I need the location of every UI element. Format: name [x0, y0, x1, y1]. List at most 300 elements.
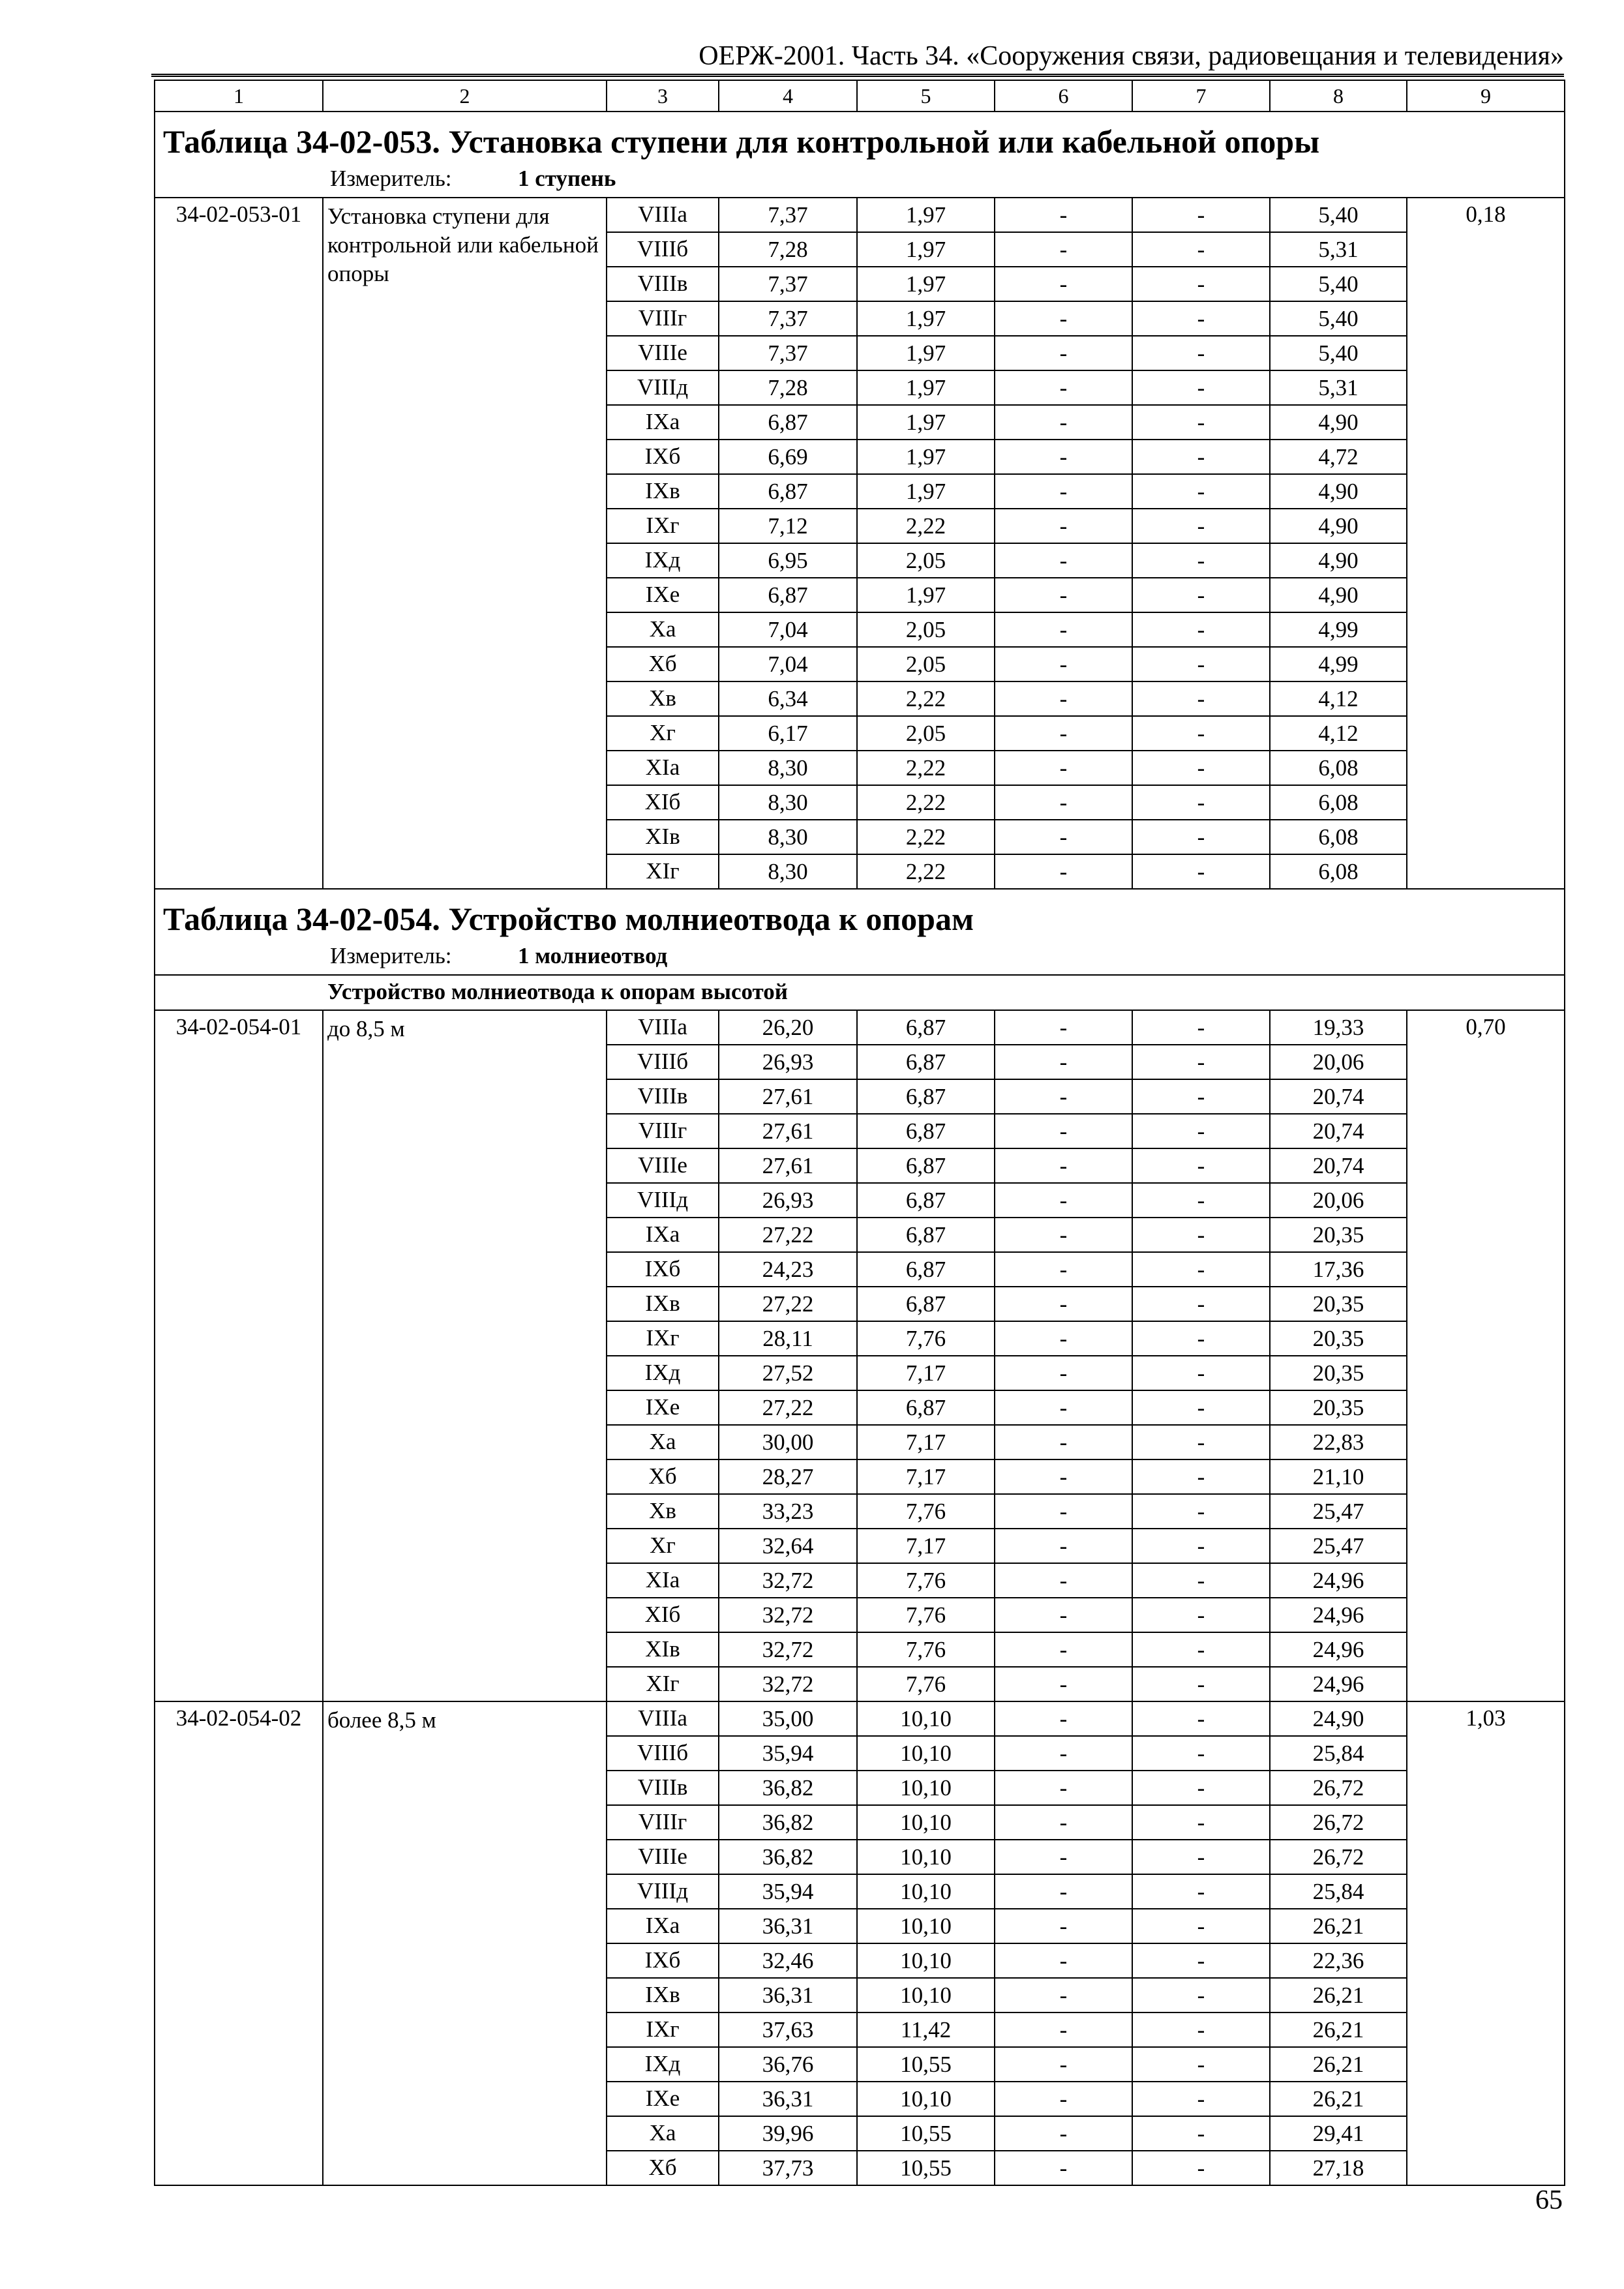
cell-col6: -	[995, 1321, 1132, 1356]
cell-col6: -	[995, 578, 1132, 612]
cell-col8: 24,96	[1270, 1563, 1407, 1598]
territorial-group: Xа	[607, 1425, 719, 1459]
rate-code: 34-02-053-01	[155, 198, 323, 889]
cell-col4: 7,37	[719, 267, 857, 301]
cell-col7: -	[1132, 854, 1270, 889]
cell-col8: 26,72	[1270, 1840, 1407, 1874]
cell-col4: 7,37	[719, 198, 857, 232]
cell-col6: -	[995, 198, 1132, 232]
subheading: Устройство молниеотвода к опорам высотой	[327, 979, 788, 1004]
cell-col6: -	[995, 2116, 1132, 2151]
cell-col6: -	[995, 1459, 1132, 1494]
territorial-group: VIIIд	[607, 1874, 719, 1909]
cell-col7: -	[1132, 1598, 1270, 1632]
cell-col4: 6,17	[719, 716, 857, 751]
cell-col5: 2,22	[857, 785, 995, 820]
cell-col8: 4,90	[1270, 474, 1407, 509]
cell-col7: -	[1132, 1943, 1270, 1978]
cell-col4: 7,37	[719, 336, 857, 370]
meter-row	[155, 162, 1565, 198]
cell-col6: -	[995, 1356, 1132, 1390]
cell-col5: 10,10	[857, 1943, 995, 1978]
cell-col5: 7,76	[857, 1667, 995, 1701]
cell-col8: 6,08	[1270, 751, 1407, 785]
column-numbers-row	[155, 80, 1565, 112]
cell-col4: 6,87	[719, 474, 857, 509]
cell-col8: 5,40	[1270, 267, 1407, 301]
territorial-group: VIIIе	[607, 336, 719, 370]
cell-col6: -	[995, 1494, 1132, 1529]
cell-col7: -	[1132, 1909, 1270, 1943]
cell-col8: 5,40	[1270, 198, 1407, 232]
column-number: 3	[607, 80, 719, 112]
cell-col5: 6,87	[857, 1079, 995, 1114]
cell-col6: -	[995, 1874, 1132, 1909]
territorial-group: IXб	[607, 440, 719, 474]
territorial-group: IXб	[607, 1943, 719, 1978]
territorial-group: VIIIа	[607, 1701, 719, 1736]
cell-col4: 35,94	[719, 1874, 857, 1909]
cell-col4: 36,82	[719, 1805, 857, 1840]
cell-col6: -	[995, 1840, 1132, 1874]
cell-col4: 26,20	[719, 1010, 857, 1045]
cell-col5: 2,22	[857, 820, 995, 854]
cell-col5: 11,42	[857, 2012, 995, 2047]
table-row	[155, 1010, 1565, 1045]
territorial-group: IXв	[607, 1287, 719, 1321]
rate-description: Установка ступени для контрольной или кабельной опоры	[323, 198, 607, 889]
cell-col7: -	[1132, 1840, 1270, 1874]
cell-col7: -	[1132, 1114, 1270, 1148]
territorial-group: IXд	[607, 543, 719, 578]
cell-col4: 27,22	[719, 1287, 857, 1321]
cell-col7: -	[1132, 1494, 1270, 1529]
cell-col4: 27,61	[719, 1114, 857, 1148]
table-title: Таблица 34-02-053. Установка ступени для контрольной или кабельной опоры	[163, 123, 1320, 160]
cell-col9: 0,18	[1407, 198, 1565, 889]
cell-col8: 5,31	[1270, 370, 1407, 405]
cell-col4: 6,87	[719, 405, 857, 440]
table-title-row	[155, 889, 1565, 939]
cell-col8: 26,72	[1270, 1771, 1407, 1805]
cell-col8: 25,84	[1270, 1874, 1407, 1909]
column-number: 8	[1270, 80, 1407, 112]
cell-col7: -	[1132, 1529, 1270, 1563]
cell-col5: 10,10	[857, 1840, 995, 1874]
cell-col6: -	[995, 543, 1132, 578]
cell-col6: -	[995, 1183, 1132, 1218]
cell-col5: 10,10	[857, 2082, 995, 2116]
cell-col4: 37,63	[719, 2012, 857, 2047]
cell-col8: 25,47	[1270, 1529, 1407, 1563]
cell-col7: -	[1132, 1667, 1270, 1701]
cell-col4: 8,30	[719, 854, 857, 889]
cell-col4: 7,28	[719, 370, 857, 405]
territorial-group: VIIIв	[607, 1079, 719, 1114]
header-rule	[151, 74, 1564, 77]
territorial-group: IXг	[607, 1321, 719, 1356]
cell-col8: 5,40	[1270, 336, 1407, 370]
cell-col8: 20,74	[1270, 1114, 1407, 1148]
cell-col6: -	[995, 1148, 1132, 1183]
cell-col7: -	[1132, 267, 1270, 301]
cell-col5: 1,97	[857, 232, 995, 267]
cell-col8: 25,84	[1270, 1736, 1407, 1771]
cell-col8: 20,35	[1270, 1356, 1407, 1390]
cell-col4: 7,12	[719, 509, 857, 543]
cell-col7: -	[1132, 1563, 1270, 1598]
column-number: 9	[1407, 80, 1565, 112]
territorial-group: Xг	[607, 716, 719, 751]
cell-col7: -	[1132, 716, 1270, 751]
rate-description: до 8,5 м	[323, 1010, 607, 1701]
cell-col4: 26,93	[719, 1183, 857, 1218]
territorial-group: XIа	[607, 1563, 719, 1598]
cell-col7: -	[1132, 785, 1270, 820]
cell-col6: -	[995, 1598, 1132, 1632]
cell-col8: 20,74	[1270, 1079, 1407, 1114]
cell-col5: 2,22	[857, 751, 995, 785]
cell-col5: 10,10	[857, 1978, 995, 2012]
page-number: 65	[1535, 2185, 1563, 2215]
territorial-group: VIIIг	[607, 1805, 719, 1840]
cell-col7: -	[1132, 198, 1270, 232]
territorial-group: IXд	[607, 2047, 719, 2082]
cell-col6: -	[995, 440, 1132, 474]
cell-col4: 27,22	[719, 1218, 857, 1252]
cell-col5: 1,97	[857, 267, 995, 301]
territorial-group: XIв	[607, 1632, 719, 1667]
territorial-group: VIIIб	[607, 1045, 719, 1079]
cell-col5: 7,76	[857, 1494, 995, 1529]
cell-col5: 10,10	[857, 1701, 995, 1736]
cell-col4: 32,72	[719, 1598, 857, 1632]
cell-col8: 24,90	[1270, 1701, 1407, 1736]
cell-col8: 6,08	[1270, 854, 1407, 889]
cell-col6: -	[995, 370, 1132, 405]
rate-code: 34-02-054-01	[155, 1010, 323, 1701]
territorial-group: XIб	[607, 785, 719, 820]
cell-col8: 17,36	[1270, 1252, 1407, 1287]
cell-col5: 10,10	[857, 1805, 995, 1840]
cell-col6: -	[995, 751, 1132, 785]
cell-col8: 26,21	[1270, 2082, 1407, 2116]
cell-col5: 7,76	[857, 1598, 995, 1632]
cell-col8: 6,08	[1270, 820, 1407, 854]
cell-col8: 22,36	[1270, 1943, 1407, 1978]
cell-col4: 7,37	[719, 301, 857, 336]
cell-col7: -	[1132, 474, 1270, 509]
cell-col7: -	[1132, 1874, 1270, 1909]
running-header: ОЕРЖ-2001. Часть 34. «Сооружения связи, радиовещания и телевидения»	[699, 41, 1564, 71]
cell-col5: 7,17	[857, 1529, 995, 1563]
cell-col4: 36,82	[719, 1771, 857, 1805]
cell-col8: 4,99	[1270, 647, 1407, 681]
cell-col7: -	[1132, 509, 1270, 543]
territorial-group: VIIIе	[607, 1840, 719, 1874]
cell-col5: 1,97	[857, 405, 995, 440]
territorial-group: IXе	[607, 2082, 719, 2116]
cell-col8: 19,33	[1270, 1010, 1407, 1045]
cell-col8: 26,72	[1270, 1805, 1407, 1840]
column-number: 1	[155, 80, 323, 112]
cell-col4: 28,11	[719, 1321, 857, 1356]
cell-col8: 20,35	[1270, 1390, 1407, 1425]
cell-col7: -	[1132, 336, 1270, 370]
rates-table	[154, 80, 1565, 2186]
cell-col7: -	[1132, 1183, 1270, 1218]
cell-col5: 7,76	[857, 1321, 995, 1356]
cell-col4: 35,94	[719, 1736, 857, 1771]
table-row	[155, 198, 1565, 232]
cell-col5: 2,05	[857, 647, 995, 681]
subheading-row	[155, 975, 1565, 1010]
cell-col4: 32,64	[719, 1529, 857, 1563]
cell-col7: -	[1132, 1356, 1270, 1390]
cell-col5: 2,22	[857, 509, 995, 543]
cell-col5: 1,97	[857, 198, 995, 232]
cell-col5: 7,76	[857, 1632, 995, 1667]
cell-col5: 6,87	[857, 1045, 995, 1079]
cell-col8: 6,08	[1270, 785, 1407, 820]
cell-col5: 2,22	[857, 681, 995, 716]
cell-col6: -	[995, 1114, 1132, 1148]
territorial-group: VIIIа	[607, 198, 719, 232]
cell-col4: 32,46	[719, 1943, 857, 1978]
cell-col6: -	[995, 1736, 1132, 1771]
cell-col7: -	[1132, 612, 1270, 647]
cell-col4: 37,73	[719, 2151, 857, 2185]
territorial-group: VIIIг	[607, 301, 719, 336]
cell-col7: -	[1132, 1425, 1270, 1459]
cell-col4: 6,87	[719, 578, 857, 612]
cell-col8: 4,99	[1270, 612, 1407, 647]
cell-col5: 6,87	[857, 1183, 995, 1218]
cell-col4: 6,95	[719, 543, 857, 578]
cell-col5: 6,87	[857, 1148, 995, 1183]
territorial-group: IXе	[607, 1390, 719, 1425]
cell-col8: 26,21	[1270, 1909, 1407, 1943]
column-number: 7	[1132, 80, 1270, 112]
cell-col5: 1,97	[857, 440, 995, 474]
rate-description: более 8,5 м	[323, 1701, 607, 2185]
cell-col6: -	[995, 474, 1132, 509]
cell-col7: -	[1132, 1045, 1270, 1079]
cell-col5: 1,97	[857, 578, 995, 612]
cell-col6: -	[995, 1909, 1132, 1943]
cell-col5: 6,87	[857, 1390, 995, 1425]
cell-col8: 20,74	[1270, 1148, 1407, 1183]
cell-col4: 33,23	[719, 1494, 857, 1529]
cell-col4: 6,34	[719, 681, 857, 716]
cell-col6: -	[995, 301, 1132, 336]
territorial-group: Xв	[607, 681, 719, 716]
territorial-group: Xб	[607, 1459, 719, 1494]
cell-col8: 22,83	[1270, 1425, 1407, 1459]
territorial-group: VIIIб	[607, 232, 719, 267]
cell-col7: -	[1132, 681, 1270, 716]
territorial-group: VIIIд	[607, 370, 719, 405]
cell-col4: 7,04	[719, 647, 857, 681]
cell-col8: 29,41	[1270, 2116, 1407, 2151]
cell-col5: 2,05	[857, 716, 995, 751]
cell-col4: 26,93	[719, 1045, 857, 1079]
territorial-group: IXе	[607, 578, 719, 612]
territorial-group: IXа	[607, 1909, 719, 1943]
cell-col4: 30,00	[719, 1425, 857, 1459]
cell-col5: 6,87	[857, 1252, 995, 1287]
territorial-group: Xа	[607, 2116, 719, 2151]
territorial-group: VIIIг	[607, 1114, 719, 1148]
cell-col7: -	[1132, 1978, 1270, 2012]
cell-col7: -	[1132, 1010, 1270, 1045]
meter-label: Измеритель:	[330, 166, 452, 191]
cell-col4: 39,96	[719, 2116, 857, 2151]
cell-col6: -	[995, 1010, 1132, 1045]
territorial-group: Xб	[607, 647, 719, 681]
cell-col7: -	[1132, 751, 1270, 785]
cell-col7: -	[1132, 1632, 1270, 1667]
cell-col6: -	[995, 785, 1132, 820]
cell-col8: 26,21	[1270, 2047, 1407, 2082]
cell-col4: 7,04	[719, 612, 857, 647]
cell-col6: -	[995, 1563, 1132, 1598]
cell-col6: -	[995, 647, 1132, 681]
cell-col7: -	[1132, 1252, 1270, 1287]
cell-col7: -	[1132, 2116, 1270, 2151]
cell-col8: 20,35	[1270, 1218, 1407, 1252]
cell-col8: 4,90	[1270, 405, 1407, 440]
column-number: 5	[857, 80, 995, 112]
cell-col7: -	[1132, 2151, 1270, 2185]
cell-col6: -	[995, 267, 1132, 301]
cell-col7: -	[1132, 1701, 1270, 1736]
territorial-group: VIIIе	[607, 1148, 719, 1183]
territorial-group: Xа	[607, 612, 719, 647]
cell-col6: -	[995, 1701, 1132, 1736]
cell-col4: 8,30	[719, 751, 857, 785]
cell-col7: -	[1132, 1771, 1270, 1805]
cell-col8: 20,06	[1270, 1183, 1407, 1218]
cell-col8: 26,21	[1270, 2012, 1407, 2047]
cell-col8: 4,90	[1270, 509, 1407, 543]
cell-col9: 0,70	[1407, 1010, 1565, 1701]
column-number: 2	[323, 80, 607, 112]
territorial-group: IXа	[607, 1218, 719, 1252]
cell-col5: 7,17	[857, 1459, 995, 1494]
territorial-group: VIIIб	[607, 1736, 719, 1771]
cell-col6: -	[995, 612, 1132, 647]
cell-col6: -	[995, 1079, 1132, 1114]
cell-col4: 24,23	[719, 1252, 857, 1287]
cell-col6: -	[995, 336, 1132, 370]
cell-col5: 1,97	[857, 474, 995, 509]
cell-col5: 7,76	[857, 1563, 995, 1598]
cell-col7: -	[1132, 1805, 1270, 1840]
cell-col5: 1,97	[857, 301, 995, 336]
cell-col6: -	[995, 820, 1132, 854]
cell-col7: -	[1132, 578, 1270, 612]
table-title-row	[155, 112, 1565, 162]
cell-col6: -	[995, 1805, 1132, 1840]
cell-col8: 4,90	[1270, 543, 1407, 578]
cell-col7: -	[1132, 820, 1270, 854]
cell-col8: 24,96	[1270, 1667, 1407, 1701]
column-number: 4	[719, 80, 857, 112]
cell-col5: 10,55	[857, 2047, 995, 2082]
cell-col8: 20,35	[1270, 1287, 1407, 1321]
cell-col6: -	[995, 232, 1132, 267]
cell-col7: -	[1132, 1287, 1270, 1321]
cell-col6: -	[995, 2047, 1132, 2082]
cell-col4: 27,61	[719, 1079, 857, 1114]
cell-col6: -	[995, 1218, 1132, 1252]
cell-col4: 32,72	[719, 1667, 857, 1701]
table-row	[155, 1701, 1565, 1736]
cell-col6: -	[995, 1771, 1132, 1805]
cell-col8: 27,18	[1270, 2151, 1407, 2185]
cell-col5: 10,10	[857, 1909, 995, 1943]
meter-label: Измеритель:	[330, 943, 452, 968]
territorial-group: XIг	[607, 854, 719, 889]
cell-col6: -	[995, 1632, 1132, 1667]
cell-col7: -	[1132, 1321, 1270, 1356]
cell-col5: 6,87	[857, 1287, 995, 1321]
cell-col6: -	[995, 1667, 1132, 1701]
cell-col8: 24,96	[1270, 1598, 1407, 1632]
cell-col8: 4,12	[1270, 681, 1407, 716]
cell-col6: -	[995, 716, 1132, 751]
cell-col4: 8,30	[719, 820, 857, 854]
territorial-group: XIв	[607, 820, 719, 854]
cell-col7: -	[1132, 405, 1270, 440]
cell-col6: -	[995, 1425, 1132, 1459]
cell-col6: -	[995, 854, 1132, 889]
cell-col5: 7,17	[857, 1425, 995, 1459]
cell-col7: -	[1132, 543, 1270, 578]
cell-col7: -	[1132, 2047, 1270, 2082]
cell-col6: -	[995, 2012, 1132, 2047]
cell-col5: 6,87	[857, 1010, 995, 1045]
column-number: 6	[995, 80, 1132, 112]
territorial-group: XIа	[607, 751, 719, 785]
territorial-group: IXд	[607, 1356, 719, 1390]
table-title: Таблица 34-02-054. Устройство молниеотвода к опорам	[163, 901, 974, 937]
cell-col7: -	[1132, 647, 1270, 681]
cell-col6: -	[995, 1287, 1132, 1321]
meter-value: 1 молниеотвод	[518, 943, 668, 968]
cell-col5: 10,10	[857, 1771, 995, 1805]
cell-col4: 27,52	[719, 1356, 857, 1390]
cell-col5: 10,10	[857, 1874, 995, 1909]
cell-col8: 4,90	[1270, 578, 1407, 612]
cell-col6: -	[995, 681, 1132, 716]
cell-col8: 25,47	[1270, 1494, 1407, 1529]
cell-col4: 28,27	[719, 1459, 857, 1494]
cell-col7: -	[1132, 1459, 1270, 1494]
cell-col4: 7,28	[719, 232, 857, 267]
cell-col4: 35,00	[719, 1701, 857, 1736]
cell-col5: 7,17	[857, 1356, 995, 1390]
cell-col7: -	[1132, 2082, 1270, 2116]
cell-col4: 36,31	[719, 1909, 857, 1943]
cell-col4: 27,61	[719, 1148, 857, 1183]
cell-col6: -	[995, 1943, 1132, 1978]
cell-col4: 8,30	[719, 785, 857, 820]
cell-col6: -	[995, 2082, 1132, 2116]
cell-col6: -	[995, 1045, 1132, 1079]
cell-col7: -	[1132, 1218, 1270, 1252]
